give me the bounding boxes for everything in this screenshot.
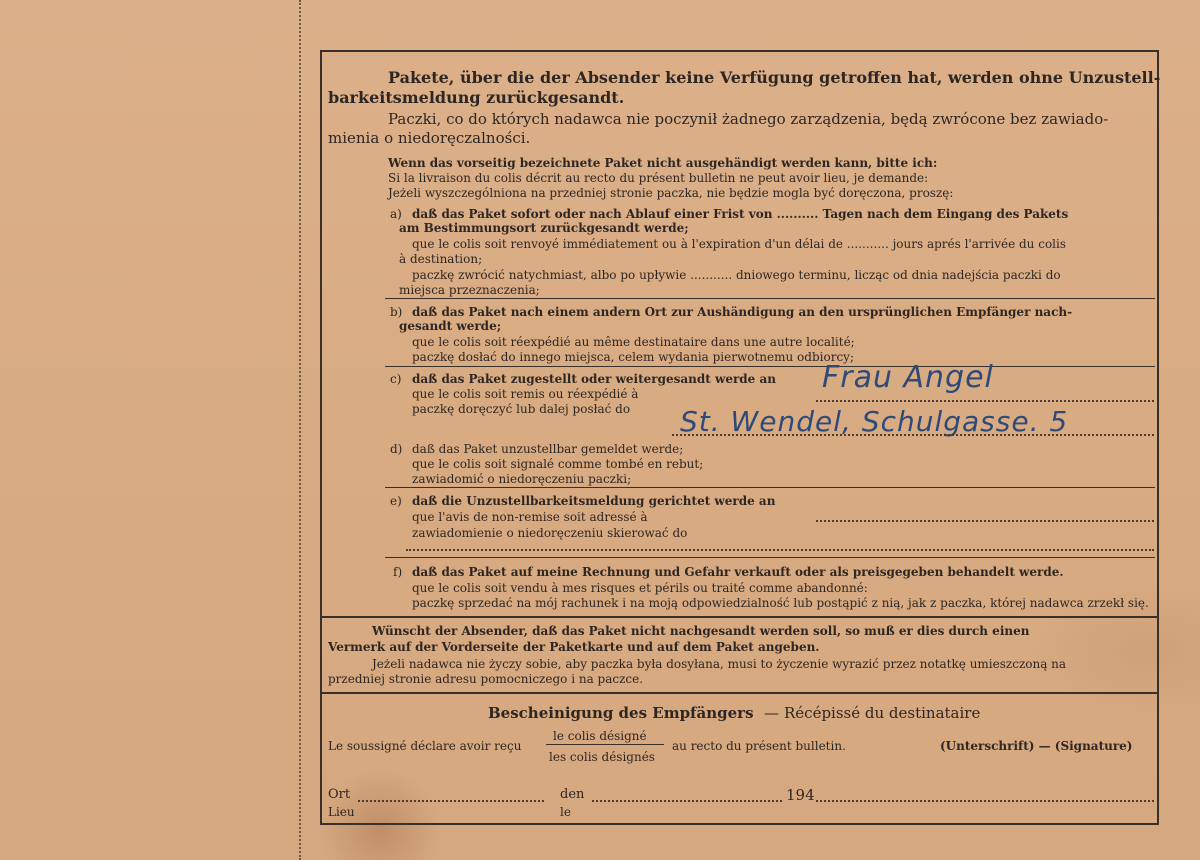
- place-label-de: Ort: [328, 787, 351, 802]
- intro-fr: Si la livraison du colis décrit au recto du présent bulletin ne peut avoir lieu, je demande:: [388, 171, 929, 185]
- receipt-title-fr: Récépissé du destinataire: [784, 704, 981, 722]
- divider-b: [385, 366, 1155, 367]
- handwritten-recipient-name: Frau Angel: [822, 360, 994, 395]
- date-dotted-line-2: [816, 800, 1154, 802]
- divider-e: [385, 557, 1155, 558]
- divider-f: [320, 616, 1159, 618]
- main-notice-pl-line1: Paczki, co do których nadawca nie poczynił żadnego zarządzenia, będą zwrócone bez zawiado-: [388, 110, 1109, 128]
- option-e-de: daß die Unzustellbarkeitsmeldung gerichtet werde an: [412, 494, 776, 508]
- option-a-pl-line2: miejsca przeznaczenia;: [399, 283, 540, 297]
- divider-note: [320, 692, 1159, 694]
- option-a-de-line2: am Bestimmungsort zurückgesandt werde;: [399, 221, 689, 235]
- option-a-fr-line1: que le colis soit renvoyé immédiatement ou à l'expiration d'un délai de ........... jours aprés l'arrivée du colis: [412, 237, 1066, 251]
- option-f-de: daß das Paket auf meine Rechnung und Gefahr verkauft oder als preisgegeben behandelt werde.: [412, 565, 1064, 579]
- option-e-fr: que l'avis de non-remise soit adressé à: [412, 510, 648, 524]
- option-d-letter: d): [390, 442, 403, 456]
- date-label-fr: le: [560, 805, 571, 819]
- receipt-title-de: Bescheinigung des Empfängers: [488, 704, 754, 722]
- divider-a: [385, 298, 1155, 299]
- option-b-fr: que le colis soit réexpédié au même destinataire dans une autre localité;: [412, 335, 855, 349]
- date-label-de: den: [560, 787, 585, 802]
- receipt-title-separator: —: [764, 704, 779, 722]
- option-f-fr: que le colis soit vendu à mes risques et périls ou traité comme abandonné:: [412, 581, 868, 595]
- divider-d: [385, 487, 1155, 488]
- receipt-tail-text: au recto du présent bulletin.: [672, 739, 846, 753]
- perforation-line: [299, 0, 301, 860]
- option-a-fr-line2: à destination;: [399, 252, 483, 266]
- note-de-line2: Vermerk auf der Vorderseite der Paketkarte und auf dem Paket angeben.: [328, 640, 820, 654]
- main-notice-de-line1: Pakete, über die der Absender keine Verfügung getroffen hat, werden ohne Unzustell-: [388, 68, 1161, 87]
- signature-label: (Unterschrift) — (Signature): [940, 739, 1133, 753]
- note-pl-line2: przedniej stronie adresu pomocniczego i na paczce.: [328, 672, 644, 686]
- receipt-lead-text: Le soussigné déclare avoir reçu: [328, 739, 522, 753]
- main-notice-pl-line2: mienia o niedoręczalności.: [328, 129, 531, 147]
- note-de-line1: Wünscht der Absender, daß das Paket nicht nachgesandt werden soll, so muß er dies durch einen: [372, 624, 1030, 638]
- option-c-pl: paczkę doręczyć lub dalej posłać do: [412, 402, 631, 416]
- option-d-pl: zawiadomić o niedoręczeniu paczki;: [412, 472, 632, 486]
- year-prefix: 194: [786, 786, 815, 804]
- option-f-pl: paczkę sprzedać na mój rachunek i na moją odpowiedzialność lub postąpić z nią, jak z paczka, której nadawca zrzekł się.: [412, 596, 1149, 610]
- receipt-fraction-top: le colis désigné: [553, 729, 647, 743]
- option-d-de: daß das Paket unzustellbar gemeldet werde;: [412, 442, 684, 456]
- dotted-line-c2: [672, 434, 1154, 436]
- option-a-pl-line1: paczkę zwrócić natychmiast, albo po upływie ........... dniowego terminu, licząc od dnia nadejścia paczki do: [412, 268, 1061, 282]
- option-e-letter: e): [390, 494, 402, 508]
- option-e-pl: zawiadomienie o niedoręczeniu skierować do: [412, 526, 688, 540]
- option-f-letter: f): [393, 565, 403, 579]
- option-a-letter: a): [390, 207, 402, 221]
- option-c-fr: que le colis soit remis ou réexpédié à: [412, 387, 639, 401]
- intro-pl: Jeżeli wyszczególniona na przedniej stronie paczka, nie będzie mogla być doręczona, proszę:: [388, 186, 954, 200]
- option-b-letter: b): [390, 305, 403, 319]
- option-c-letter: c): [390, 372, 402, 386]
- option-b-pl: paczkę dosłać do innego miejsca, celem wydania pierwotnemu odbiorcy;: [412, 350, 854, 364]
- receipt-fraction-bar: [546, 744, 664, 745]
- note-pl-line1: Jeżeli nadawca nie życzy sobie, aby paczka była dosyłana, musi to życzenie wyrazić przez notatkę umieszczoną na: [372, 657, 1067, 671]
- dotted-line-e1: [816, 520, 1154, 522]
- date-dotted-line-1: [592, 800, 782, 802]
- receipt-fraction-bottom: les colis désignés: [549, 750, 655, 764]
- dotted-line-e2: [406, 549, 1154, 551]
- place-dotted-line: [358, 800, 544, 802]
- handwritten-recipient-address: St. Wendel, Schulgasse. 5: [680, 405, 1069, 438]
- intro-de: Wenn das vorseitig bezeichnete Paket nicht ausgehändigt werden kann, bitte ich:: [388, 156, 938, 170]
- option-c-de: daß das Paket zugestellt oder weitergesandt werde an: [412, 372, 776, 386]
- option-b-de-line1: daß das Paket nach einem andern Ort zur Aushändigung an den ursprünglichen Empfänger nach-: [412, 305, 1073, 319]
- option-b-de-line2: gesandt werde;: [399, 319, 502, 333]
- place-label-fr: Lieu: [328, 805, 355, 819]
- dotted-line-c1: [816, 400, 1154, 402]
- option-d-fr: que le colis soit signalé comme tombé en rebut;: [412, 457, 704, 471]
- main-notice-de-line2: barkeitsmeldung zurückgesandt.: [328, 88, 625, 107]
- option-a-de-line1: daß das Paket sofort oder nach Ablauf einer Frist von .......... Tagen nach dem Eingang des Pakets: [412, 207, 1069, 221]
